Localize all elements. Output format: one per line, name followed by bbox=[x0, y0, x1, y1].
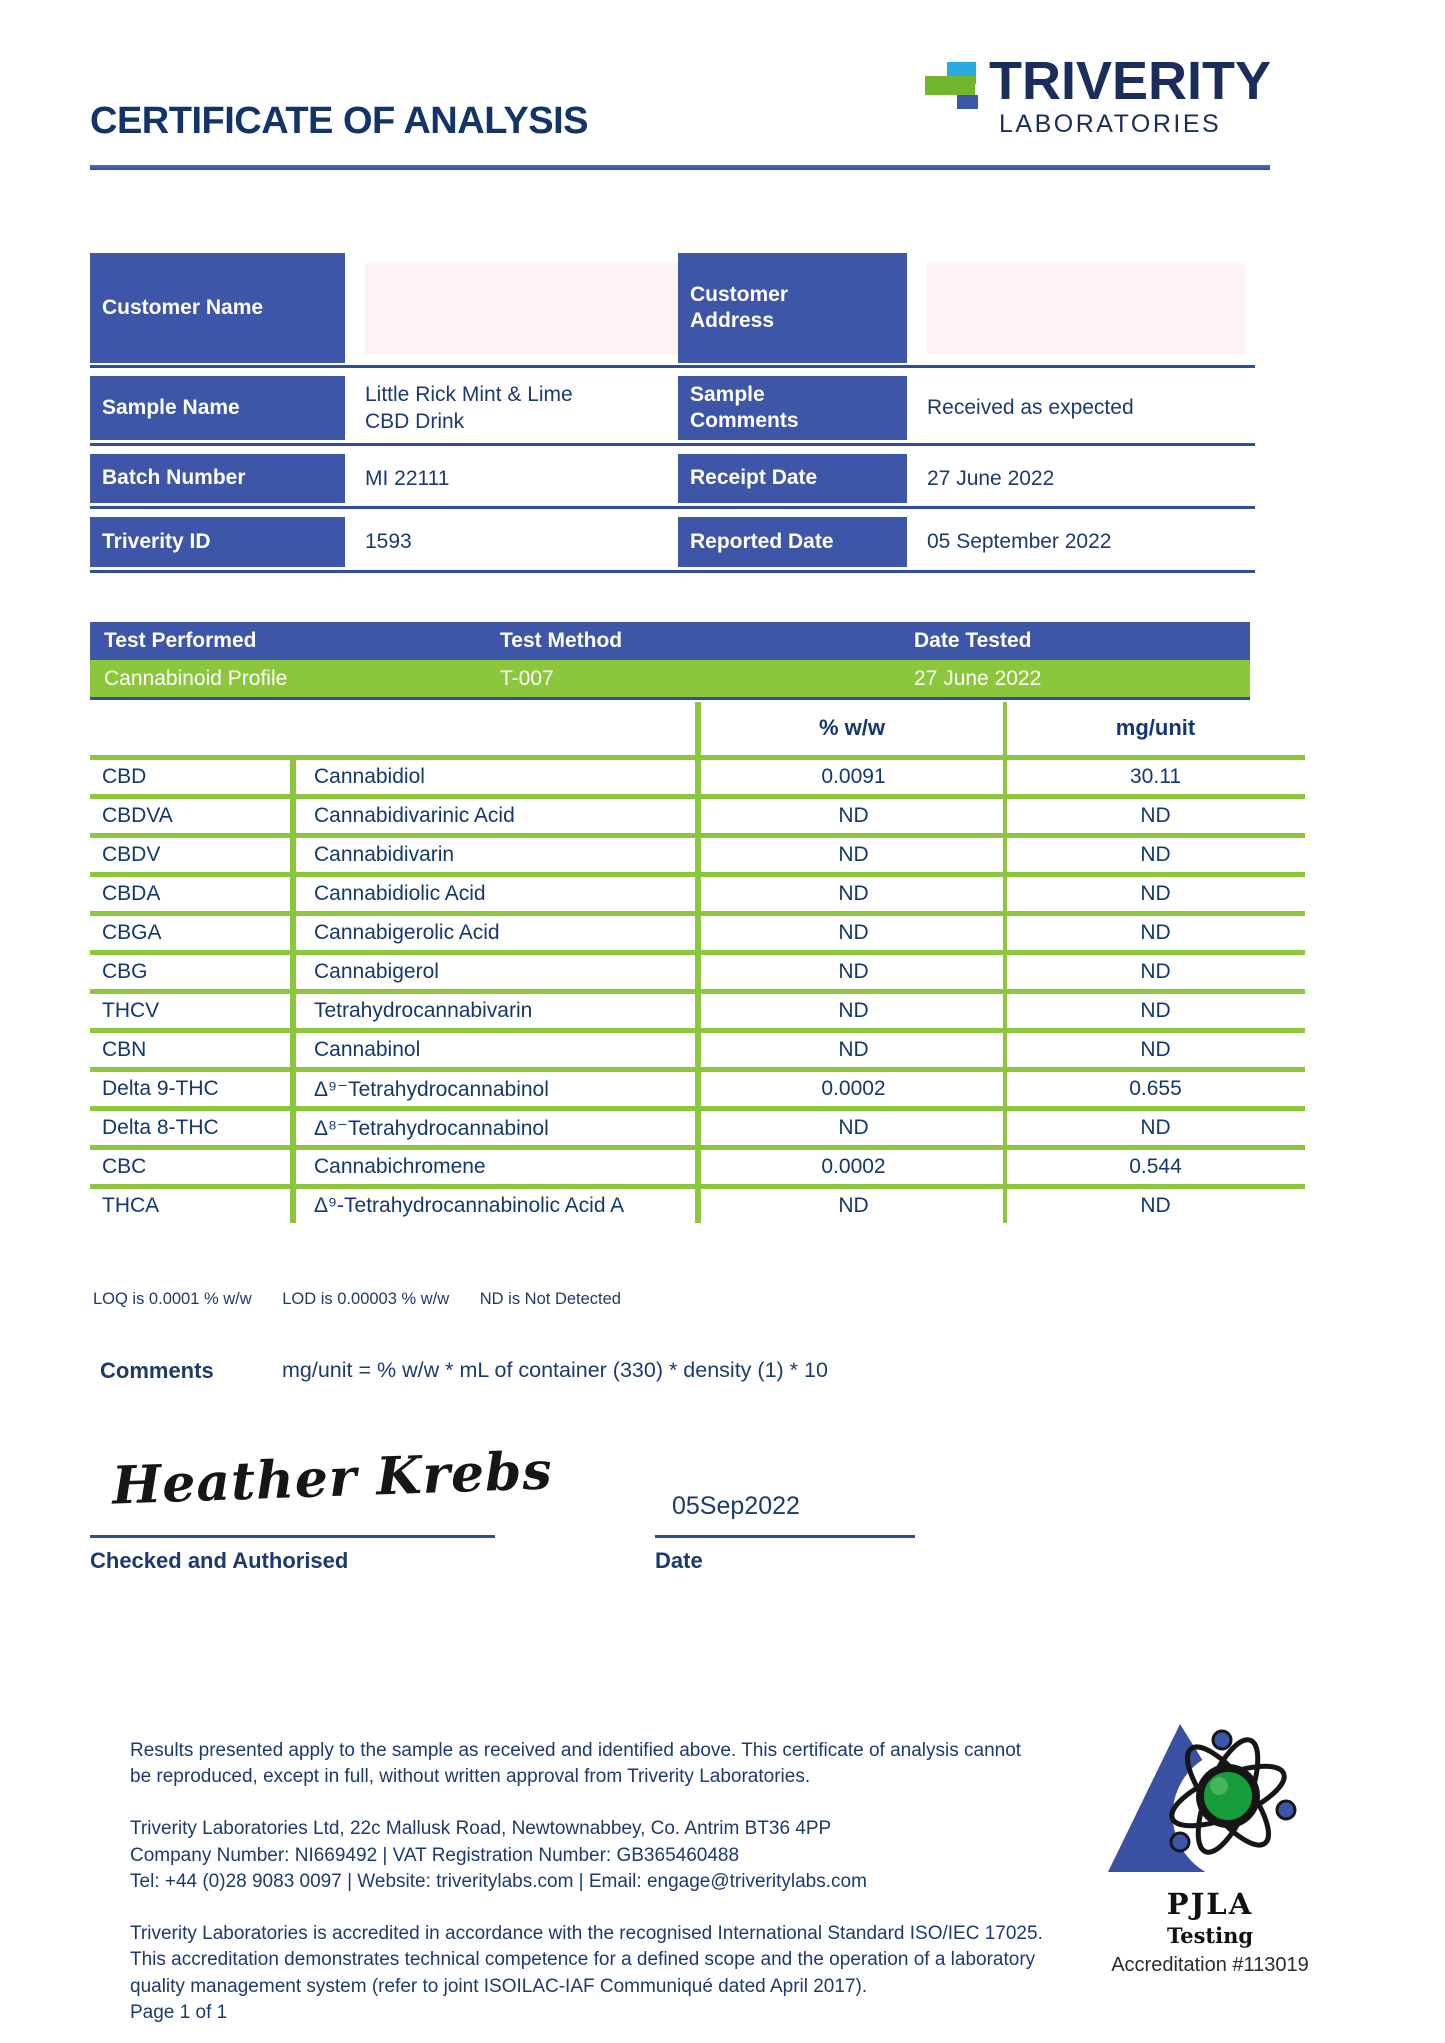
logo-blue-square bbox=[957, 95, 978, 109]
pct-value: ND bbox=[838, 804, 869, 827]
cannabinoid-name: Cannabichromene bbox=[314, 1155, 486, 1178]
test-performed-value: Cannabinoid Profile bbox=[104, 666, 288, 690]
disclaimer-paragraph: Results presented apply to the sample as received and identified above. This certificate of analysis cannot be reproduced, except in full, without written approval from Triverity Laboratories. bbox=[130, 1740, 1022, 1788]
cannabinoid-code: CBD bbox=[102, 765, 147, 788]
accreditation-paragraph: Triverity Laboratories is accredited in accordance with the recognised International Standard ISO/IEC 17025. This accreditation demonstrates technical competence for a defined scope and the operation of a laboratory quality management system (refer to joint ISOILAC-IAF Communiqué dated April 2017). bbox=[130, 1923, 1043, 1997]
sample-name-value: Little Rick Mint & Lime CBD Drink bbox=[350, 376, 678, 440]
mg-column-header: mg/unit bbox=[1115, 714, 1196, 740]
cannabinoid-code: CBDVA bbox=[102, 804, 173, 827]
pct-value: ND bbox=[838, 999, 869, 1022]
cannabinoid-name: Δ⁸⁻Tetrahydrocannabinol bbox=[314, 1116, 549, 1140]
cannabinoid-name: Cannabidiol bbox=[314, 765, 425, 788]
table-row bbox=[90, 517, 1255, 567]
table-row bbox=[90, 376, 1255, 440]
nd-note: ND is Not Detected bbox=[479, 1290, 621, 1308]
page-title: CERTIFICATE OF ANALYSIS bbox=[90, 100, 589, 142]
reported-date-value: 05 September 2022 bbox=[912, 517, 1245, 567]
cannabinoid-code: THCV bbox=[102, 999, 160, 1022]
detection-limits-note bbox=[93, 1290, 621, 1309]
cannabinoid-code: Delta 8-THC bbox=[102, 1116, 219, 1139]
pjla-logo-icon bbox=[1100, 1720, 1320, 1880]
date-line bbox=[655, 1535, 915, 1538]
mg-value: 0.544 bbox=[1129, 1155, 1182, 1178]
customer-address-value bbox=[912, 253, 1245, 363]
customer-name-label: Customer Name bbox=[90, 253, 345, 363]
table-row bbox=[90, 454, 1255, 503]
column-divider bbox=[695, 755, 701, 1223]
pct-value: ND bbox=[838, 1194, 869, 1217]
mg-value: ND bbox=[1140, 921, 1171, 944]
signature-date-value: 05Sep2022 bbox=[672, 1492, 800, 1520]
triverity-id-label: Triverity ID bbox=[90, 517, 345, 567]
pct-value: 0.0002 bbox=[821, 1077, 886, 1100]
mg-value: ND bbox=[1140, 843, 1171, 866]
test-method-header: Test Method bbox=[500, 629, 623, 652]
row-divider bbox=[90, 570, 1255, 573]
company-address: Triverity Laboratories Ltd, 22c Mallusk Road, Newtownabbey, Co. Antrim BT36 4PP bbox=[130, 1818, 832, 1840]
triverity-logo-icon bbox=[925, 62, 980, 112]
cannabinoid-code: CBDV bbox=[102, 843, 161, 866]
footer-text bbox=[130, 1738, 1045, 2026]
cannabinoid-code: Delta 9-THC bbox=[102, 1077, 219, 1100]
pct-value: 0.0002 bbox=[821, 1155, 886, 1178]
sample-comments-value: Received as expected bbox=[912, 376, 1245, 440]
comments-label: Comments bbox=[100, 1358, 214, 1383]
cannabinoid-name: Cannabinol bbox=[314, 1038, 421, 1061]
cannabinoid-name: Cannabidiolic Acid bbox=[314, 882, 486, 905]
cannabinoid-code: CBDA bbox=[102, 882, 161, 905]
test-results-table bbox=[90, 622, 1305, 1223]
cannabinoid-name: Cannabidivarin bbox=[314, 843, 455, 866]
result-column-headers bbox=[90, 700, 1305, 755]
mg-value: 30.11 bbox=[1130, 765, 1181, 788]
cannabinoid-code: CBN bbox=[102, 1038, 147, 1061]
cannabinoid-code: THCA bbox=[102, 1194, 160, 1217]
comments-text: mg/unit = % w/w * mL of container (330) * density (1) * 10 bbox=[282, 1358, 828, 1382]
signature-line bbox=[90, 1535, 495, 1538]
pct-value: ND bbox=[838, 843, 869, 866]
logo-subtitle: LABORATORIES bbox=[999, 110, 1222, 138]
test-table-header bbox=[90, 622, 1250, 660]
lod-note: LOD is 0.00003 % w/w bbox=[282, 1290, 450, 1308]
signature-label: Checked and Authorised bbox=[90, 1548, 349, 1573]
cannabinoid-name: Cannabidivarinic Acid bbox=[314, 804, 515, 827]
pjla-type: Testing bbox=[1166, 1923, 1254, 1948]
pct-value: ND bbox=[838, 882, 869, 905]
row-divider bbox=[90, 506, 1255, 509]
pct-value: ND bbox=[838, 921, 869, 944]
receipt-date-value: 27 June 2022 bbox=[912, 454, 1245, 503]
pct-column-header: % w/w bbox=[818, 714, 885, 740]
logo-wordmark: TRIVERITY bbox=[989, 51, 1272, 111]
sample-comments-label: Sample Comments bbox=[678, 376, 907, 440]
cannabinoid-name: Δ⁹⁻Tetrahydrocannabinol bbox=[314, 1077, 549, 1101]
test-profile-row bbox=[90, 660, 1250, 697]
pct-value: ND bbox=[838, 960, 869, 983]
cannabinoid-code: CBGA bbox=[102, 921, 162, 944]
date-tested-value: 27 June 2022 bbox=[914, 666, 1042, 690]
cannabinoid-code: CBC bbox=[102, 1155, 147, 1178]
company-details bbox=[130, 1816, 1045, 1895]
test-method-value: T-007 bbox=[500, 666, 554, 690]
result-rows bbox=[90, 755, 1305, 1223]
row-divider bbox=[90, 443, 1255, 446]
customer-name-value bbox=[350, 253, 678, 363]
date-tested-header: Date Tested bbox=[914, 629, 1032, 652]
mg-value: ND bbox=[1140, 1038, 1171, 1061]
pct-value: ND bbox=[838, 1038, 869, 1061]
batch-number-label: Batch Number bbox=[90, 454, 345, 503]
mg-value: ND bbox=[1140, 882, 1171, 905]
accreditation-number: Accreditation #113019 bbox=[1111, 1954, 1309, 1976]
page-number: Page 1 of 1 bbox=[130, 2001, 228, 2023]
signature-handwriting: Heather Krebs bbox=[111, 1440, 554, 1517]
mg-value: ND bbox=[1140, 960, 1171, 983]
mg-value: 0.655 bbox=[1129, 1077, 1182, 1100]
cannabinoid-name: Cannabigerol bbox=[314, 960, 439, 983]
date-label: Date bbox=[655, 1548, 703, 1573]
cannabinoid-name: Tetrahydrocannabivarin bbox=[314, 999, 533, 1022]
pct-value: ND bbox=[838, 1116, 869, 1139]
column-divider bbox=[1003, 755, 1007, 1223]
redacted-block bbox=[927, 263, 1245, 355]
customer-address-label: Customer Address bbox=[678, 253, 907, 363]
company-registration: Company Number: NI669492 | VAT Registration Number: GB365460488 bbox=[130, 1844, 740, 1866]
loq-note: LOQ is 0.0001 % w/w bbox=[93, 1290, 252, 1308]
mg-value: ND bbox=[1140, 1116, 1171, 1139]
triverity-id-value: 1593 bbox=[350, 517, 678, 567]
triverity-logo bbox=[925, 50, 1395, 150]
company-contact: Tel: +44 (0)28 9083 0097 | Website: triveritylabs.com | Email: engage@triveritylabs.com bbox=[130, 1870, 867, 1892]
cannabinoid-name: Δ⁹-Tetrahydrocannabinolic Acid A bbox=[314, 1194, 625, 1217]
table-row bbox=[90, 253, 1255, 363]
test-performed-header: Test Performed bbox=[104, 629, 257, 652]
logo-green-bar bbox=[925, 76, 975, 95]
redacted-block bbox=[365, 263, 678, 355]
mg-value: ND bbox=[1140, 1194, 1171, 1217]
header-divider bbox=[90, 165, 1270, 170]
reported-date-label: Reported Date bbox=[678, 517, 907, 567]
mg-value: ND bbox=[1140, 999, 1171, 1022]
cannabinoid-code: CBG bbox=[102, 960, 148, 983]
pct-value: 0.0091 bbox=[821, 765, 886, 788]
pjla-org-name: PJLA bbox=[1166, 1887, 1254, 1921]
receipt-date-label: Receipt Date bbox=[678, 454, 907, 503]
row-divider bbox=[90, 365, 1255, 368]
batch-number-value: MI 22111 bbox=[350, 454, 678, 503]
mg-value: ND bbox=[1140, 804, 1171, 827]
sample-info-table bbox=[90, 253, 1255, 581]
cannabinoid-name: Cannabigerolic Acid bbox=[314, 921, 500, 944]
sample-name-label: Sample Name bbox=[90, 376, 345, 440]
column-divider bbox=[290, 755, 296, 1223]
pjla-accreditation bbox=[1085, 1720, 1335, 1977]
